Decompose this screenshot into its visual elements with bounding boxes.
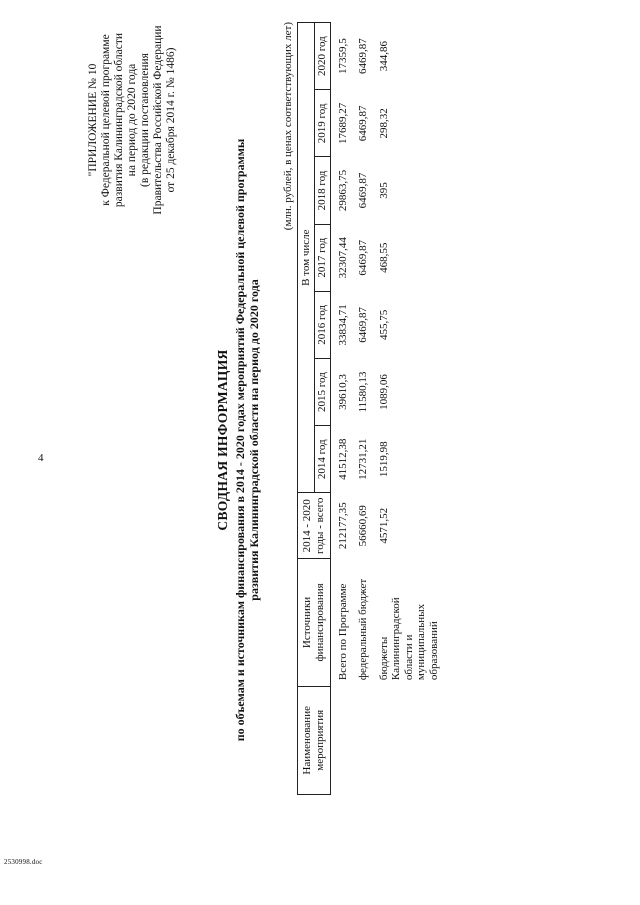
event-name-cell: [351, 686, 372, 794]
total-cell: 212177,35: [336, 502, 349, 550]
value-cell: 6469,87: [357, 307, 369, 343]
appendix-line: на период до 2020 года: [126, 63, 138, 177]
units-note: (млн. рублей, в ценах соответствующих лет): [282, 22, 294, 231]
value-cell: 32307,44: [336, 237, 349, 279]
appendix-line: Правительства Российской Федерации: [152, 25, 164, 215]
event-name-cell: [372, 686, 443, 794]
header-year: 2018 год: [315, 157, 331, 224]
value-cell: 17359,5: [336, 38, 349, 75]
header-year: 2015 год: [315, 358, 331, 425]
subtitle-line-2: развития Калининградской области на период до 2020 года: [247, 279, 261, 601]
appendix-line: к Федеральной целевой программе: [100, 34, 112, 206]
appendix-line: развития Калининградской области: [113, 32, 125, 208]
value-cell: 17689,27: [336, 102, 349, 144]
header-year: 2014 год: [315, 426, 331, 493]
appendix-line: (в редакции постановления: [139, 53, 151, 187]
header-year: 2019 год: [315, 90, 331, 157]
total-cell: 4571,52: [377, 507, 390, 544]
appendix-block: [87, 10, 178, 230]
value-cell: 41512,38: [336, 438, 349, 480]
header-year: 2017 год: [315, 224, 331, 291]
appendix-line: "ПРИЛОЖЕНИЕ № 10: [87, 63, 99, 177]
value-cell: 6469,87: [357, 38, 369, 75]
table-row: [372, 23, 443, 795]
source-cell: бюджеты Калининградской области и муниципальных образований: [377, 597, 440, 681]
value-cell: 33834,71: [336, 304, 349, 346]
header-year: 2016 год: [315, 291, 331, 358]
document-subtitle: [233, 0, 261, 880]
subtitle-line-1: по объемам и источникам финансирования в 2014 - 2020 годах мероприятий Федеральной целевой программы: [233, 138, 247, 742]
source-cell: федеральный бюджет: [357, 578, 369, 681]
value-cell: 29863,75: [336, 169, 349, 212]
value-cell: 395: [377, 182, 390, 199]
value-cell: 1519,98: [377, 441, 390, 478]
document-title: СВОДНАЯ ИНФОРМАЦИЯ: [215, 349, 230, 531]
source-cell: Всего по Программе: [336, 583, 349, 681]
appendix-line: от 25 декабря 2014 г. № 1486): [165, 47, 177, 193]
footer-doc-code: 2530998.doc: [4, 858, 43, 866]
value-cell: 6469,87: [357, 239, 369, 276]
header-including: В том числе: [298, 23, 315, 493]
header-event-name: Наименование мероприятия: [298, 686, 331, 794]
value-cell: 468,55: [377, 242, 390, 273]
value-cell: 344,86: [377, 41, 390, 72]
value-cell: 39610,3: [336, 374, 349, 410]
value-cell: 12731,21: [357, 438, 369, 480]
value-cell: 11580,13: [357, 371, 369, 413]
value-cell: 298,32: [377, 108, 390, 139]
header-source: Источники финансирования: [298, 559, 331, 686]
value-cell: 6469,87: [357, 172, 369, 209]
header-year: 2020 год: [315, 23, 331, 90]
value-cell: 455,75: [377, 309, 390, 340]
table-row: [330, 23, 351, 795]
value-cell: 6469,87: [357, 105, 369, 142]
event-name-cell: [330, 686, 351, 794]
value-cell: 1089,06: [377, 374, 390, 410]
page-number: 4: [38, 452, 44, 464]
header-total: 2014 - 2020 годы - всего: [298, 493, 331, 559]
table-row: [351, 23, 372, 795]
financing-table: [297, 22, 442, 795]
total-cell: 56660,69: [357, 505, 369, 547]
